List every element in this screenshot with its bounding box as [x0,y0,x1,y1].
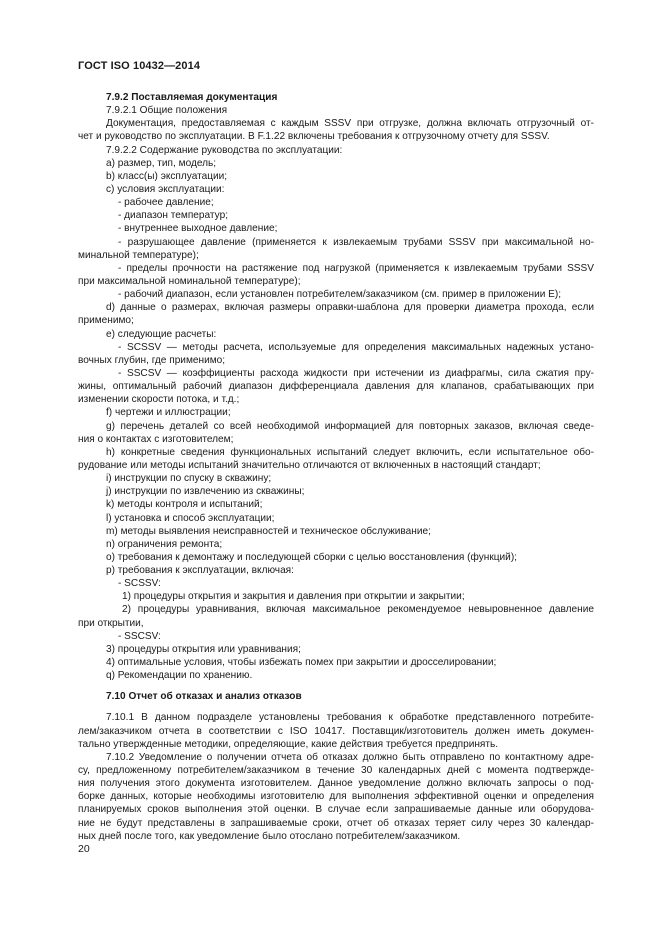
text-line: 3) процедуры открытия или уравнивания; [106,643,301,655]
text-line: рудование или методы испытаний значительно отличаются от включенных в настоящий стандарт; [78,459,541,471]
text-line: f) чертежи и иллюстрации; [106,407,231,419]
text-line: минальной температуре); [78,249,199,261]
text-line: - разрушающее давление (применяется к извлекаемым трубами SSSV при максимальной но- [118,236,594,248]
text-line: l) установка и способ эксплуатации; [106,512,275,524]
text-line: 2) процедуры уравнивания, включая максимальное рекомендуемое невыровненное давление [122,604,594,616]
text-line: - диапазон температур; [118,210,229,222]
text-line: с) условия эксплуатации: [106,183,225,195]
text-line: j) инструкции по извлечению из скважины; [106,486,305,498]
text-line: g) перечень деталей со всей необходимой информацией для повторных заказов, включая сведе- [106,420,594,432]
text-line: Документация, предоставляемая с каждым SSSV при отгрузке, должна включать отгрузочный от- [106,118,594,130]
text-line: - SCSSV — методы расчета, используемые для определения максимальных надежных устано- [118,341,594,353]
text-line: - SSCSV — коэффициенты расхода жидкости при истечении из диафрагмы, сила сжатия пру- [118,367,594,379]
section-heading: 7.10 Отчет об отказах и анализ отказов [106,691,302,703]
text-line: лем/заказчиком отчета в соответствии с ISO 10417. Поставщик/изготовитель должен иметь докумен- [78,725,594,737]
text-line: b) класс(ы) эксплуатации; [106,170,228,182]
text-line: 7.9.2.2 Содержание руководства по эксплуатации: [106,144,343,156]
text-line: - пределы прочности на растяжение под нагрузкой (применяется к извлекаемым трубами SSSV [118,262,594,274]
text-line: тально утвержденные методики, определяющие, какие действия требуется предпринять. [78,738,499,750]
text-line: вочных глубин, где применимо; [78,354,226,366]
text-line: при максимальной номинальной температуре); [78,275,301,287]
text-line: 4) оптимальные условия, чтобы избежать помех при закрытии и дросселировании; [106,657,497,669]
text-line: борке данных, которые необходимы изготовителю для выполнения эффективной оценки и определения [78,791,594,803]
text-line: m) методы выявления неисправностей и техническое обслуживание; [106,525,431,537]
text-line: чет и руководство по эксплуатации. В F.1.22 включены требования к отгрузочному отчету для SSSV. [78,131,550,143]
text-line: при открытии, [78,617,144,629]
text-line: ния о контактах с изготовителем; [78,433,234,445]
text-line: - рабочее давление; [118,197,214,209]
text-line: 7.10.2 Уведомление о получении отчета об отказах должно быть отправлено по контактному адре- [106,751,594,763]
text-line: изменении скорости потока, и т.д.; [78,394,240,406]
text-line: - SCSSV: [118,578,161,590]
text-line: а) размер, тип, модель; [106,157,217,169]
text-line: 1) процедуры открытия и закрытия и давления при открытии и закрытии; [122,591,465,603]
text-line: i) инструкции по спуску в скважину; [106,473,272,485]
text-line: р) требования к эксплуатации, включая: [106,565,294,577]
page-number: 20 [78,843,90,855]
text-line: - SSCSV: [118,630,161,642]
text-line: е) следующие расчеты: [106,328,217,340]
section-heading: 7.9.2 Поставляемая документация [106,92,278,103]
spacer [78,682,594,690]
document-body [78,91,594,843]
text-line: применимо; [78,315,134,327]
text-line: ние не будут представлены в запрашиваемые сроки, отчет об отказах теряет силу через 30 календар- [78,817,594,829]
text-line: d) данные о размерах, включая размеры оправки-шаблона для проверки диаметра прохода, если [106,302,594,314]
text-line: 7.10.1 В данном подразделе установлены требования к обработке представленного потребите- [106,712,594,724]
text-line: ния получения этого документа изготовителем. Данное уведомление должно включать запросы о под- [78,778,594,790]
text-line: ных дней после того, как уведомление было отослано потребителем/заказчиком. [78,830,461,842]
text-line: - рабочий диапазон, если установлен потребителем/заказчиком (см. пример в приложении Е); [118,289,562,301]
document-header: ГОСТ ISO 10432—2014 [78,60,201,72]
text-line: жины, оптимальный рабочий диапазон дифференциала давления для клапанов, срабатывающих при [78,381,594,393]
text-line: планируемых сроков выполнения этой оценки. В случае если запрашиваемые данные или оборудова- [78,804,594,816]
text-line: n) ограничения ремонта; [106,538,223,550]
text-line: q) Рекомендации по хранению. [106,670,253,682]
text-line: k) методы контроля и испытаний; [106,499,263,511]
text-line: h) конкретные сведения функциональных испытаний следует включить, если испытательное обо- [106,446,594,458]
spacer [78,703,594,711]
text-line: - внутреннее выходное давление; [118,223,278,235]
text-line: су, предложенному потребителем/заказчиком в течение 30 календарных дней с момента подтвержде- [78,765,594,777]
text-line: 7.9.2.1 Общие положения [106,105,228,117]
text-line: о) требования к демонтажу и последующей сборки с целью восстановления (функций); [106,551,517,563]
